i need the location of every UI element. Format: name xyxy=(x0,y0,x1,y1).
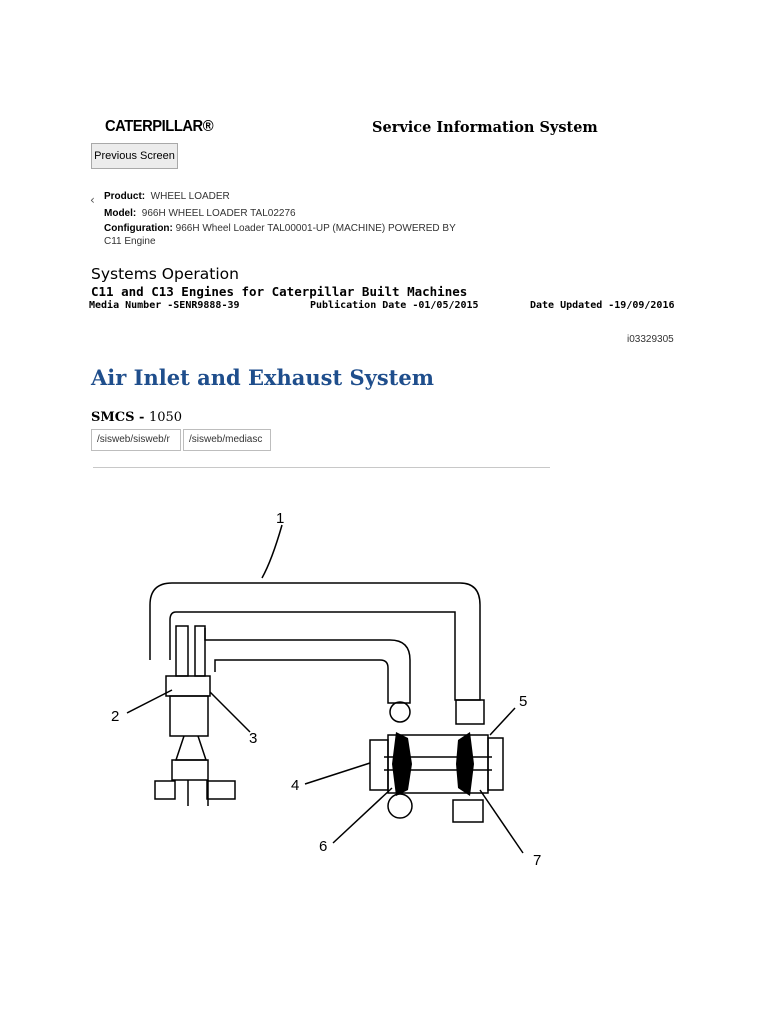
inlet-pipe-outer xyxy=(150,583,480,700)
model-value: 966H WHEEL LOADER TAL02276 xyxy=(141,208,296,219)
article-heading: Air Inlet and Exhaust System xyxy=(91,365,434,390)
caterpillar-logo: CATERPILLAR® xyxy=(105,118,214,135)
model-label: Model: xyxy=(104,208,137,219)
air-inlet xyxy=(370,740,388,790)
callout-5: 5 xyxy=(519,693,528,710)
smcs-code xyxy=(91,410,182,425)
callout-1: 1 xyxy=(276,510,285,527)
configuration-label: Configuration: xyxy=(104,223,173,234)
smcs-value: 1050 xyxy=(148,410,183,425)
model-row xyxy=(104,208,296,219)
crank-block xyxy=(172,760,208,780)
air-inlet-exhaust-diagram xyxy=(100,500,560,880)
product-row xyxy=(104,191,230,202)
connecting-rod xyxy=(176,736,206,760)
cylinder-head xyxy=(166,676,210,696)
exhaust-outlet xyxy=(488,738,503,790)
product-value: WHEEL LOADER xyxy=(150,191,230,202)
configuration-value-cont: C11 Engine xyxy=(104,236,156,247)
collapse-chevron-icon[interactable]: ‹ xyxy=(90,193,95,207)
publication-date: Publication Date -01/05/2015 xyxy=(310,300,479,311)
callout-7: 7 xyxy=(533,852,542,869)
document-id: i03329305 xyxy=(627,334,674,345)
manifold-port-left xyxy=(176,626,188,676)
callout-2: 2 xyxy=(111,708,120,725)
path-link-2[interactable]: /sisweb/mediasc xyxy=(183,429,271,451)
callout-6: 6 xyxy=(319,838,328,855)
compressor-inlet-top xyxy=(390,702,410,722)
divider xyxy=(93,467,550,468)
turbo-top-port xyxy=(456,700,484,724)
previous-screen-button[interactable]: Previous Screen xyxy=(91,143,178,169)
path-link-1[interactable]: /sisweb/sisweb/r xyxy=(91,429,181,451)
page-title: Service Information System xyxy=(372,119,598,136)
date-updated: Date Updated -19/09/2016 xyxy=(530,300,675,311)
compressor-wheel xyxy=(392,732,412,796)
manifold-port-right xyxy=(195,626,205,676)
cylinder xyxy=(170,696,208,736)
smcs-label: SMCS - xyxy=(91,410,149,425)
section-title: Systems Operation xyxy=(91,265,239,283)
exhaust-pipe xyxy=(205,628,410,703)
turbine-wheel xyxy=(456,732,474,796)
configuration-row xyxy=(104,223,456,234)
callout-3: 3 xyxy=(249,730,258,747)
media-number: Media Number -SENR9888-39 xyxy=(89,300,240,311)
document-subtitle: C11 and C13 Engines for Caterpillar Built Machines xyxy=(91,284,468,299)
turbo-bottom-port xyxy=(453,800,483,822)
product-label: Product: xyxy=(104,191,146,202)
crankshaft-right xyxy=(207,781,235,799)
crankshaft-left xyxy=(155,781,175,799)
compressor-outlet-bottom xyxy=(388,794,412,818)
callout-4: 4 xyxy=(291,777,300,794)
configuration-value: 966H Wheel Loader TAL00001-UP (MACHINE) POWERED BY xyxy=(175,223,456,234)
